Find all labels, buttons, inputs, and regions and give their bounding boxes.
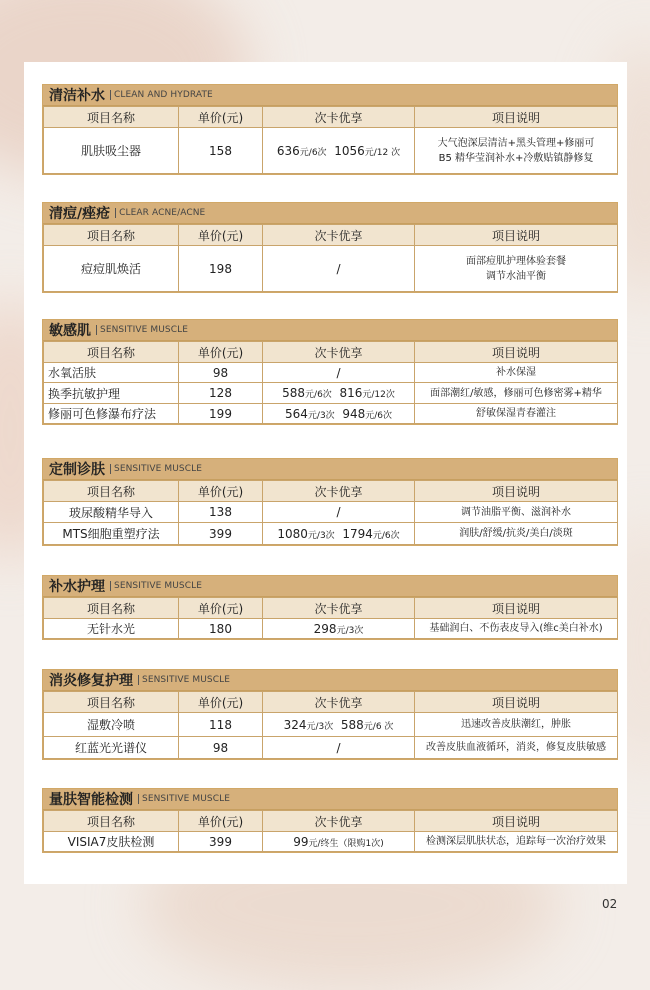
description-line: 改善皮肤血液循环，消炎，修复皮肤敏感 bbox=[426, 742, 606, 753]
card-price: 564 bbox=[285, 406, 308, 421]
section-title: 敏感肌 bbox=[49, 323, 91, 339]
item-price: 198 bbox=[179, 246, 263, 292]
description-line: 润肤/舒缓/抗炎/美白/淡斑 bbox=[459, 528, 573, 539]
item-price: 180 bbox=[179, 619, 263, 639]
column-header-price: 单价(元) bbox=[179, 107, 263, 128]
section-title: 补水护理 bbox=[49, 579, 105, 595]
item-name: 痘痘肌焕活 bbox=[44, 246, 179, 292]
page-number: 02 bbox=[602, 897, 618, 911]
item-description bbox=[415, 502, 618, 523]
section bbox=[42, 202, 618, 293]
item-card-offer bbox=[263, 502, 415, 523]
card-price: 99 bbox=[293, 834, 309, 849]
table-row bbox=[44, 713, 618, 737]
column-header-name: 项目名称 bbox=[44, 598, 179, 619]
card-price: 324 bbox=[283, 717, 307, 732]
column-header-price: 单价(元) bbox=[179, 598, 263, 619]
column-header-desc: 项目说明 bbox=[415, 107, 618, 128]
section-subtitle: SENSITIVE MUSCLE bbox=[110, 464, 202, 474]
description-line: 大气泡深层清洁+黑头管理+修丽可 bbox=[437, 137, 595, 149]
item-card-offer bbox=[263, 383, 415, 404]
table-row bbox=[44, 404, 618, 424]
item-card-offer bbox=[263, 523, 415, 545]
item-price: 138 bbox=[179, 502, 263, 523]
item-description bbox=[415, 737, 618, 759]
column-header-name: 项目名称 bbox=[44, 481, 179, 502]
card-price: 1794 bbox=[342, 526, 373, 541]
item-card-offer bbox=[263, 246, 415, 292]
card-price: 1056 bbox=[334, 143, 365, 158]
item-card-offer bbox=[263, 128, 415, 174]
table-header-row bbox=[44, 225, 618, 246]
column-header-name: 项目名称 bbox=[44, 342, 179, 363]
column-header-desc: 项目说明 bbox=[415, 481, 618, 502]
item-description bbox=[415, 404, 618, 424]
section bbox=[42, 84, 618, 175]
section-header bbox=[43, 670, 617, 691]
item-name: 水氧活肤 bbox=[44, 363, 179, 383]
item-price: 199 bbox=[179, 404, 263, 424]
card-unit: 元/6 次 bbox=[363, 721, 394, 732]
table-row bbox=[44, 619, 618, 639]
card-unit: 元/6次 bbox=[299, 147, 327, 158]
card-unit: 元/3次 bbox=[336, 625, 364, 636]
table-header-row bbox=[44, 598, 618, 619]
item-description bbox=[415, 523, 618, 545]
column-header-price: 单价(元) bbox=[179, 692, 263, 713]
section-title: 定制诊肤 bbox=[49, 462, 105, 478]
section-header bbox=[43, 789, 617, 810]
item-price: 118 bbox=[179, 713, 263, 737]
table-header-row bbox=[44, 692, 618, 713]
card-offer-none: / bbox=[336, 261, 341, 276]
card-unit: 元/6次 bbox=[365, 410, 392, 421]
item-name: 修丽可色修瀑布疗法 bbox=[44, 404, 179, 424]
item-card-offer bbox=[263, 713, 415, 737]
section-header bbox=[43, 320, 617, 341]
section-title: 清洁补水 bbox=[49, 88, 105, 104]
description-line: 面部潮红/敏感，修丽可色修密雾+精华 bbox=[430, 387, 602, 399]
column-header-card: 次卡优享 bbox=[263, 598, 415, 619]
column-header-desc: 项目说明 bbox=[415, 811, 618, 832]
card-unit: 元/3次 bbox=[307, 530, 335, 541]
column-header-name: 项目名称 bbox=[44, 225, 179, 246]
description-line: 检测深层肌肤状态，追踪每一次治疗效果 bbox=[426, 836, 606, 847]
card-price: 948 bbox=[342, 406, 366, 421]
description-line: 基础润白、不伤表皮导入(维c美白补水) bbox=[429, 623, 603, 634]
item-name: MTS细胞重塑疗法 bbox=[44, 523, 179, 545]
section bbox=[42, 319, 618, 425]
table-row bbox=[44, 523, 618, 545]
table-row bbox=[44, 128, 618, 174]
price-table bbox=[43, 691, 618, 759]
item-price: 98 bbox=[179, 737, 263, 759]
price-table bbox=[43, 597, 618, 639]
item-card-offer bbox=[263, 619, 415, 639]
price-table bbox=[43, 810, 618, 852]
card-offer-none: / bbox=[336, 505, 341, 519]
card-unit: 元/12 次 bbox=[364, 147, 401, 158]
card-unit: 元/3次 bbox=[307, 410, 335, 421]
table-row bbox=[44, 502, 618, 523]
section bbox=[42, 575, 618, 640]
section bbox=[42, 788, 618, 853]
table-row bbox=[44, 832, 618, 852]
item-description bbox=[415, 619, 618, 639]
item-name: 肌肤吸尘器 bbox=[44, 128, 179, 174]
section-header bbox=[43, 203, 617, 224]
item-price: 399 bbox=[179, 832, 263, 852]
description-line: 补水保湿 bbox=[496, 367, 536, 378]
section-subtitle: SENSITIVE MUSCLE bbox=[138, 675, 230, 685]
table-row bbox=[44, 737, 618, 759]
column-header-desc: 项目说明 bbox=[415, 598, 618, 619]
item-name: 红蓝光光谱仪 bbox=[44, 737, 179, 759]
section-title: 消炎修复护理 bbox=[49, 673, 133, 689]
section bbox=[42, 669, 618, 760]
card-unit: 元/12次 bbox=[362, 390, 395, 400]
card-unit: 元/6次 bbox=[305, 390, 332, 400]
column-header-price: 单价(元) bbox=[179, 225, 263, 246]
column-header-name: 项目名称 bbox=[44, 107, 179, 128]
item-description bbox=[415, 128, 618, 174]
item-name: 湿敷冷喷 bbox=[44, 713, 179, 737]
price-list-panel bbox=[24, 62, 627, 884]
column-header-desc: 项目说明 bbox=[415, 225, 618, 246]
column-header-card: 次卡优享 bbox=[263, 692, 415, 713]
column-header-name: 项目名称 bbox=[44, 692, 179, 713]
section-header bbox=[43, 85, 617, 106]
section-header bbox=[43, 459, 617, 480]
column-header-desc: 项目说明 bbox=[415, 692, 618, 713]
item-description bbox=[415, 832, 618, 852]
item-description bbox=[415, 363, 618, 383]
description-line: 调节水油平衡 bbox=[486, 270, 546, 282]
price-table bbox=[43, 341, 618, 424]
section-subtitle: SENSITIVE MUSCLE bbox=[138, 794, 230, 804]
item-description bbox=[415, 246, 618, 292]
card-price: 588 bbox=[282, 386, 306, 400]
price-table bbox=[43, 480, 618, 545]
column-header-price: 单价(元) bbox=[179, 481, 263, 502]
card-unit: 元/3次 bbox=[306, 721, 334, 732]
table-header-row bbox=[44, 107, 618, 128]
column-header-card: 次卡优享 bbox=[263, 811, 415, 832]
item-card-offer bbox=[263, 737, 415, 759]
item-description bbox=[415, 383, 618, 404]
card-price: 816 bbox=[339, 386, 363, 400]
column-header-card: 次卡优享 bbox=[263, 225, 415, 246]
section-subtitle: CLEAN AND HYDRATE bbox=[110, 90, 213, 100]
section-title: 清痘/痤疮 bbox=[49, 206, 111, 222]
column-header-price: 单价(元) bbox=[179, 342, 263, 363]
section-header bbox=[43, 576, 617, 597]
item-card-offer bbox=[263, 404, 415, 424]
column-header-name: 项目名称 bbox=[44, 811, 179, 832]
item-price: 98 bbox=[179, 363, 263, 383]
table-header-row bbox=[44, 811, 618, 832]
section-subtitle: CLEAR ACNE/ACNE bbox=[115, 208, 205, 218]
description-line: B5 精华莹润补水+冷敷贴镇静修复 bbox=[438, 152, 594, 164]
card-price: 298 bbox=[313, 621, 337, 636]
section-subtitle: SENSITIVE MUSCLE bbox=[96, 325, 188, 335]
item-name: 玻尿酸精华导入 bbox=[44, 502, 179, 523]
section bbox=[42, 458, 618, 546]
item-card-offer bbox=[263, 363, 415, 383]
card-price: 1080 bbox=[277, 526, 308, 541]
description-line: 调节油脂平衡、滋润补水 bbox=[461, 506, 571, 518]
table-row bbox=[44, 246, 618, 292]
item-name: 无针水光 bbox=[44, 619, 179, 639]
description-line: 舒敏保湿青春灌注 bbox=[476, 408, 556, 419]
card-offer-none: / bbox=[336, 365, 341, 380]
description-line: 迅速改善皮肤潮红，肿胀 bbox=[461, 719, 571, 730]
price-table bbox=[43, 224, 618, 292]
column-header-card: 次卡优享 bbox=[263, 107, 415, 128]
item-price: 399 bbox=[179, 523, 263, 545]
column-header-card: 次卡优享 bbox=[263, 481, 415, 502]
table-header-row bbox=[44, 481, 618, 502]
table-row bbox=[44, 383, 618, 404]
column-header-desc: 项目说明 bbox=[415, 342, 618, 363]
column-header-price: 单价(元) bbox=[179, 811, 263, 832]
table-row bbox=[44, 363, 618, 383]
item-name: 换季抗敏护理 bbox=[44, 383, 179, 404]
card-price: 636 bbox=[276, 143, 300, 158]
card-unit: 元/终生（限购1次) bbox=[308, 838, 384, 849]
card-unit: 元/6次 bbox=[372, 530, 400, 541]
price-table bbox=[43, 106, 618, 174]
item-name: VISIA7皮肤检测 bbox=[44, 832, 179, 852]
section-title: 量肤智能检测 bbox=[49, 792, 133, 808]
item-price: 158 bbox=[179, 128, 263, 174]
card-price: 588 bbox=[340, 717, 364, 732]
column-header-card: 次卡优享 bbox=[263, 342, 415, 363]
item-card-offer bbox=[263, 832, 415, 852]
description-line: 面部痘肌护理体验套餐 bbox=[466, 255, 566, 267]
section-subtitle: SENSITIVE MUSCLE bbox=[110, 581, 202, 591]
table-header-row bbox=[44, 342, 618, 363]
item-description bbox=[415, 713, 618, 737]
item-price: 128 bbox=[179, 383, 263, 404]
card-offer-none: / bbox=[336, 740, 341, 755]
